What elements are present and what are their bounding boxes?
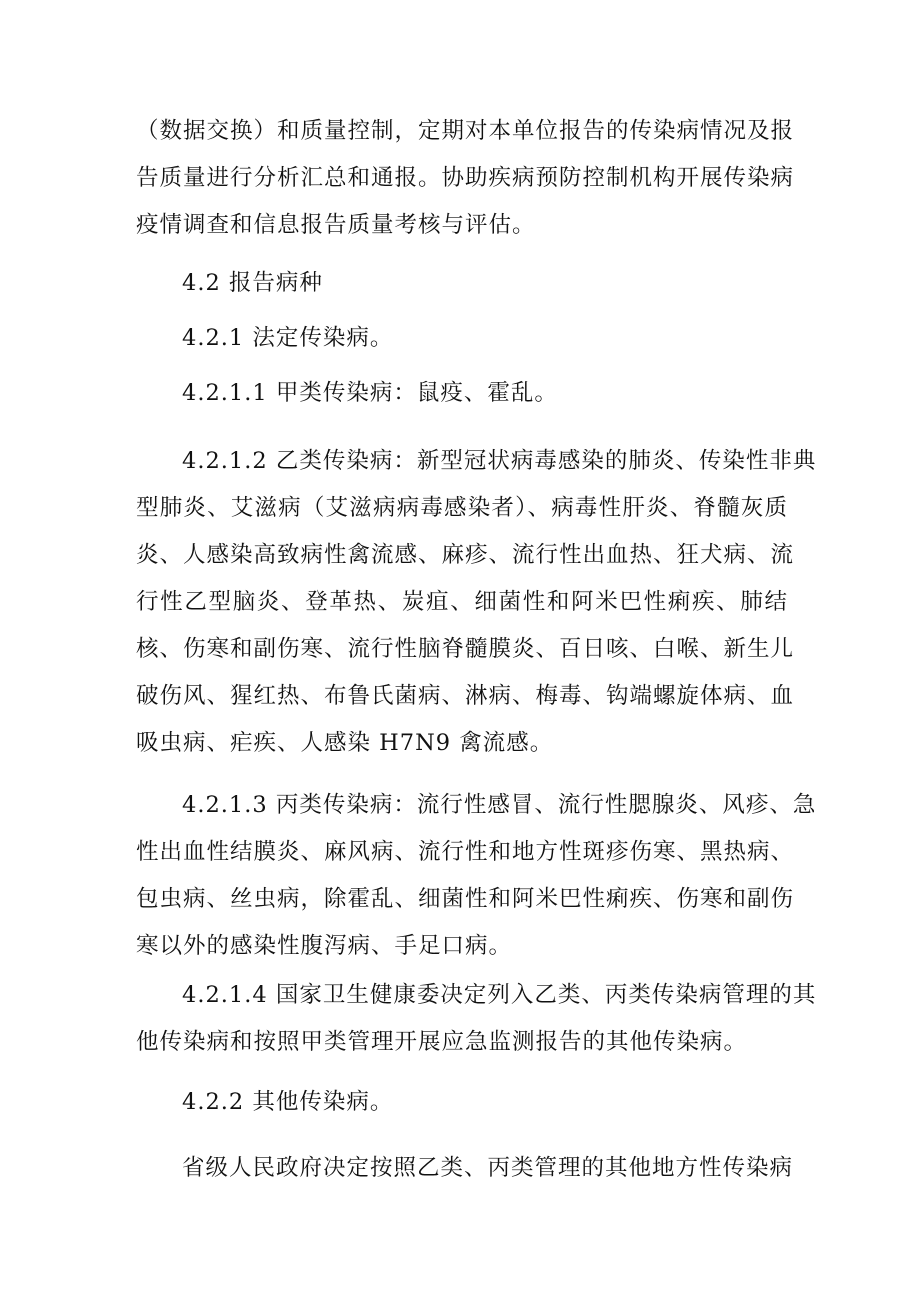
text-line: 他传染病和按照甲类管理开展应急监测报告的其他传染病。 (136, 1029, 748, 1055)
text-line: 4.2.1.3 丙类传染病：流行性感冒、流行性腮腺炎、风疹、急 (182, 792, 817, 818)
text-line: 破伤风、猩红热、布鲁氏菌病、淋病、梅毒、钩端螺旋体病、血 (136, 683, 795, 709)
text-line: 吸虫病、疟疾、人感染 H7N9 禽流感。 (136, 730, 554, 756)
text-line: 寒以外的感染性腹泻病、手足口病。 (136, 933, 513, 959)
paragraph-provincial-diseases (136, 1145, 794, 1192)
text-line: 4.2.1.2 乙类传染病：新型冠状病毒感染的肺炎、传染性非典 (182, 448, 817, 474)
paragraph-other-statutory (136, 972, 817, 1066)
text-line: 4.2.2 其他传染病。 (182, 1089, 394, 1115)
text-line: 疫情调查和信息报告质量考核与评估。 (136, 212, 536, 238)
text-line: 行性乙型脑炎、登革热、炭疽、细菌性和阿米巴性痢疾、肺结 (136, 589, 788, 615)
text-line: 4.2.1.1 甲类传染病：鼠疫、霍乱。 (182, 380, 558, 406)
text-line: 4.2 报告病种 (182, 270, 323, 296)
text-line: 省级人民政府决定按照乙类、丙类管理的其他地方性传染病 (182, 1155, 794, 1181)
text-line: 型肺炎、艾滋病（艾滋病病毒感染者）、病毒性肝炎、脊髓灰质 (136, 495, 788, 521)
paragraph-class-b-diseases (136, 438, 817, 767)
paragraph-class-a-diseases (136, 370, 788, 417)
text-line: 性出血性结膜炎、麻风病、流行性和地方性斑疹伤寒、黑热病、 (136, 839, 795, 865)
text-line: 4.2.1.4 国家卫生健康委决定列入乙类、丙类传染病管理的其 (182, 982, 817, 1008)
text-line: （数据交换）和质量控制，定期对本单位报告的传染病情况及报 (136, 118, 795, 144)
heading-4-2-2-other-diseases (136, 1079, 788, 1126)
text-line: 包虫病、丝虫病，除霍乱、细菌性和阿米巴性痢疾、伤寒和副伤 (136, 886, 795, 912)
heading-4-2-reported-diseases (136, 260, 788, 307)
text-line: 炎、人感染高致病性禽流感、麻疹、流行性出血热、狂犬病、流 (136, 542, 795, 568)
paragraph-class-c-diseases (136, 782, 817, 970)
paragraph-reporting-quality (136, 108, 795, 249)
text-line: 核、伤寒和副伤寒、流行性脑脊髓膜炎、百日咳、白喉、新生儿 (136, 636, 795, 662)
heading-4-2-1-statutory-diseases (136, 315, 788, 362)
text-line: 4.2.1 法定传染病。 (182, 325, 394, 351)
text-line: 告质量进行分析汇总和通报。协助疾病预防控制机构开展传染病 (136, 165, 795, 191)
